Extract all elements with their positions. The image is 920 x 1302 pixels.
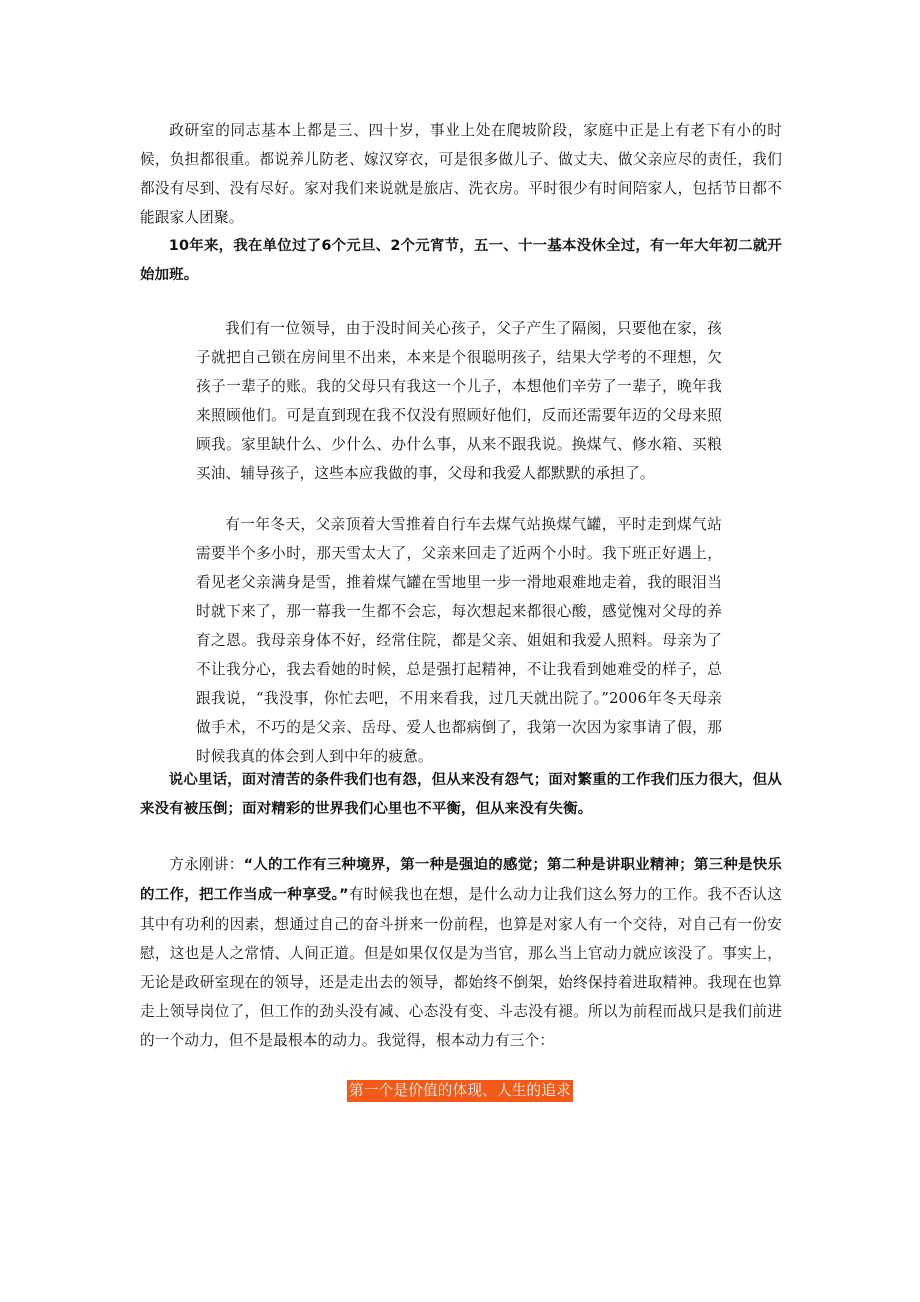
paragraph-holidays-bold: 10年来，我在单位过了6个元旦、2个元宵节，五一、十一基本没休全过，有一年大年初二就开始加班。 [140,238,782,283]
highlight-heading: 第一个是价值的体现、人生的追求 [347,1080,573,1102]
paragraph-heartfelt-bold: 说心里话，面对清苦的条件我们也有怨，但从来没有怨气；面对繁重的工作我们压力很大，但从来没有被压倒；面对精彩的世界我们心里也不平衡，但从来没有失衡。 [140,772,782,817]
paragraph-leader-child: 我们有一位领导，由于没时间关心孩子，父子产生了隔阂，只要他在家，孩子就把自己锁在房间里不出来，本来是个很聪明孩子，结果大学考的不理想，欠孩子一辈子的账。我的父母只有我这一个儿子，本想他们辛劳了一辈子，晚年我来照顾他们。可是直到现在我不仅没有照顾好他们，反而还需要年迈的父母来照顾我。家里缺什么、少什么、办什么事，从来不跟我说。换煤气、修水箱、买粮买油、辅导孩子，这些本应我做的事，父母和我爱人都默默的承担了。 [196,320,722,482]
quote-bold: “人的工作有三种境界，第一种是强迫的感觉；第二种是讲职业精神；第三种是快乐的工作，把工作当成一种享受。” [140,857,782,903]
highlight-heading-container [0,1080,920,1102]
paragraph-winter-father: 有一年冬天，父亲顶着大雪推着自行车去煤气站换煤气罐，平时走到煤气站需要半个多小时，那天雪太大了，父亲来回走了近两个小时。我下班正好遇上，看见老父亲满身是雪，推着煤气罐在雪地里一步一滑地艰难地走着，我的眼泪当时就下来了，那一幕我一生都不会忘，每次想起来都很心酸，感觉愧对父母的养育之恩。我母亲身体不好，经常住院，都是父亲、姐姐和我爱人照料。母亲为了不让我分心，我去看她的时候，总是强打起精神，不让我看到她难受的样子，总跟我说，“我没事，你忙去吧，不用来看我，过几天就出院了。”2006年冬天母亲做手术，不巧的是父亲、岳母、爱人也都病倒了，我第一次因为家事请了假，那时候我真的体会到人到中年的疲惫。 [196,516,722,765]
paragraph-family-burden: 政研室的同志基本上都是三、四十岁，事业上处在爬坡阶段，家庭中正是上有老下有小的时候，负担都很重。都说养儿防老、嫁汉穿衣，可是很多做儿子、做丈夫、做父亲应尽的责任，我们都没有尽到、没有尽好。家对我们来说就是旅店、洗衣房。平时很少有时间陪家人，包括节日都不能跟家人团聚。 [140,122,782,226]
quote-rest: 有时候我也在想，是什么动力让我们这么努力的工作。我不否认这其中有功利的因素，想通过自己的奋斗拼来一份前程，也算是对家人有一个交待，对自己有一份安慰，这也是人之常情、人间正道。但是如果仅仅是为当官，那么当上官动力就应该没了。事实上，无论是政研室现在的领导，还是走出去的领导，都始终不倒架，始终保持着进取精神。我现在也算走上领导岗位了，但工作的劲头没有减、心态没有变、斗志没有褪。所以为前程而战只是我们前进的一个动力，但不是最根本的动力。我觉得，根本动力有三个： [140,886,782,1049]
paragraph-fang-yonggang [140,850,782,1055]
quote-lead: 方永刚讲： [169,856,244,873]
